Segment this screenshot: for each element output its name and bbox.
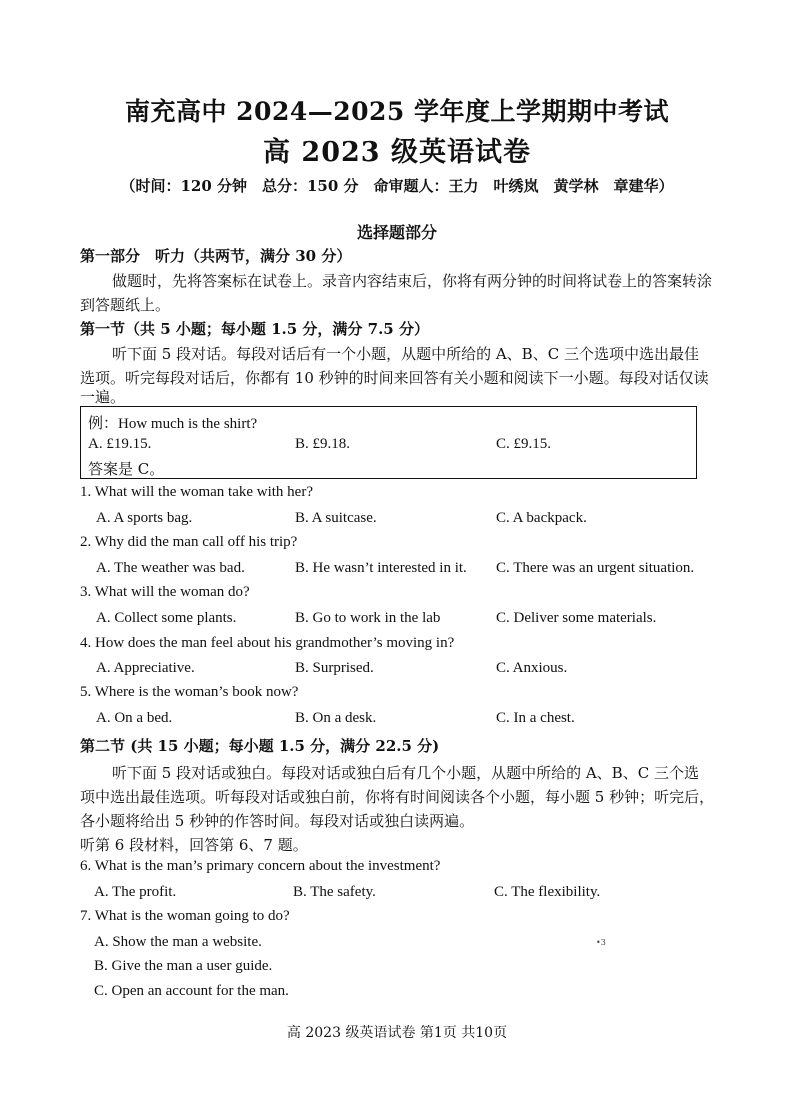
question-3: 3. What will the woman do? xyxy=(80,584,250,600)
question-1: 1. What will the woman take with her? xyxy=(80,484,313,500)
q1-option-c: C. A backpack. xyxy=(496,510,587,526)
q5-option-b: B. On a desk. xyxy=(295,710,377,726)
q7-option-c: C. Open an account for the man. xyxy=(94,983,289,999)
example-option-c: C. £9.15. xyxy=(496,436,552,452)
section2-intro-line2: 项中选出最佳选项。听每段对话或独白前，你将有时间阅读各个小题，每小题 5 秒钟；听完后， xyxy=(80,788,715,806)
section2-intro-line3: 各小题将给出 5 秒钟的作答时间。每段对话或独白读两遍。 xyxy=(80,812,475,830)
question-7: 7. What is the woman going to do? xyxy=(80,908,290,924)
section1-intro-line1: 听下面 5 段对话。每段对话后有一个小题，从题中所给的 A、B、C 三个选项中选出最佳 xyxy=(112,345,699,363)
q2-option-a: A. The weather was bad. xyxy=(96,560,245,576)
q7-option-b: B. Give the man a user guide. xyxy=(94,958,273,974)
q4-option-c: C. Anxious. xyxy=(496,660,568,676)
section1-intro-line3: 一遍。 xyxy=(80,388,126,406)
q3-option-a: A. Collect some plants. xyxy=(96,610,237,626)
exam-info: （时间：120 分钟 总分：150 分 命审题人：王力 叶绣岚 黄学林 章建华） xyxy=(120,177,674,195)
question-6: 6. What is the man’s primary concern about the investment? xyxy=(80,858,441,874)
q4-option-b: B. Surprised. xyxy=(295,660,374,676)
q1-option-a: A. A sports bag. xyxy=(96,510,193,526)
q6-option-b: B. The safety. xyxy=(293,884,376,900)
example-answer: 答案是 C。 xyxy=(88,460,165,478)
scan-mark: •3 xyxy=(596,938,606,947)
q5-option-c: C. In a chest. xyxy=(496,710,575,726)
page-footer: 高 2023 级英语试卷 第1页 共10页 xyxy=(286,1025,508,1041)
example-question: 例：How much is the shirt? xyxy=(88,416,258,432)
part1-intro-line2: 到答题纸上。 xyxy=(80,296,171,314)
q5-option-a: A. On a bed. xyxy=(96,710,173,726)
section1-title: 第一节（共 5 小题；每小题 1.5 分，满分 7.5 分） xyxy=(80,320,429,338)
q6-option-c: C. The flexibility. xyxy=(494,884,601,900)
material-note: 听第 6 段材料，回答第 6、7 题。 xyxy=(80,836,308,854)
part1-intro-line1: 做题时，先将答案标在试卷上。录音内容结束后，你将有两分钟的时间将试卷上的答案转涂 xyxy=(112,272,713,290)
example-option-a: A. £19.15. xyxy=(88,436,152,452)
q2-option-b: B. He wasn’t interested in it. xyxy=(295,560,467,576)
section1-intro-line2: 选项。听完每段对话后，你都有 10 秒钟的时间来回答有关小题和阅读下一小题。每段对话仅读 xyxy=(80,369,709,387)
q2-option-c: C. There was an urgent situation. xyxy=(496,560,695,576)
question-4: 4. How does the man feel about his grandmother’s moving in? xyxy=(80,635,455,651)
section-heading: 选择题部分 xyxy=(356,223,437,242)
q3-option-b: B. Go to work in the lab xyxy=(295,610,441,626)
question-5: 5. Where is the woman’s book now? xyxy=(80,684,299,700)
exam-subtitle: 高 2023 级英语试卷 xyxy=(263,137,531,168)
q4-option-a: A. Appreciative. xyxy=(96,660,195,676)
exam-title: 南充高中 2024—2025 学年度上学期期中考试 xyxy=(124,97,670,126)
q6-option-a: A. The profit. xyxy=(94,884,177,900)
q3-option-c: C. Deliver some materials. xyxy=(496,610,657,626)
q1-option-b: B. A suitcase. xyxy=(295,510,377,526)
section2-title: 第二节 (共 15 小题；每小题 1.5 分，满分 22.5 分) xyxy=(80,737,440,755)
q7-option-a: A. Show the man a website. xyxy=(94,934,262,950)
example-option-b: B. £9.18. xyxy=(295,436,351,452)
section2-intro-line1: 听下面 5 段对话或独白。每段对话或独白后有几个小题，从题中所给的 A、B、C 三个选 xyxy=(112,764,699,782)
part1-title: 第一部分 听力（共两节，满分 30 分） xyxy=(80,247,352,265)
question-2: 2. Why did the man call off his trip? xyxy=(80,534,298,550)
